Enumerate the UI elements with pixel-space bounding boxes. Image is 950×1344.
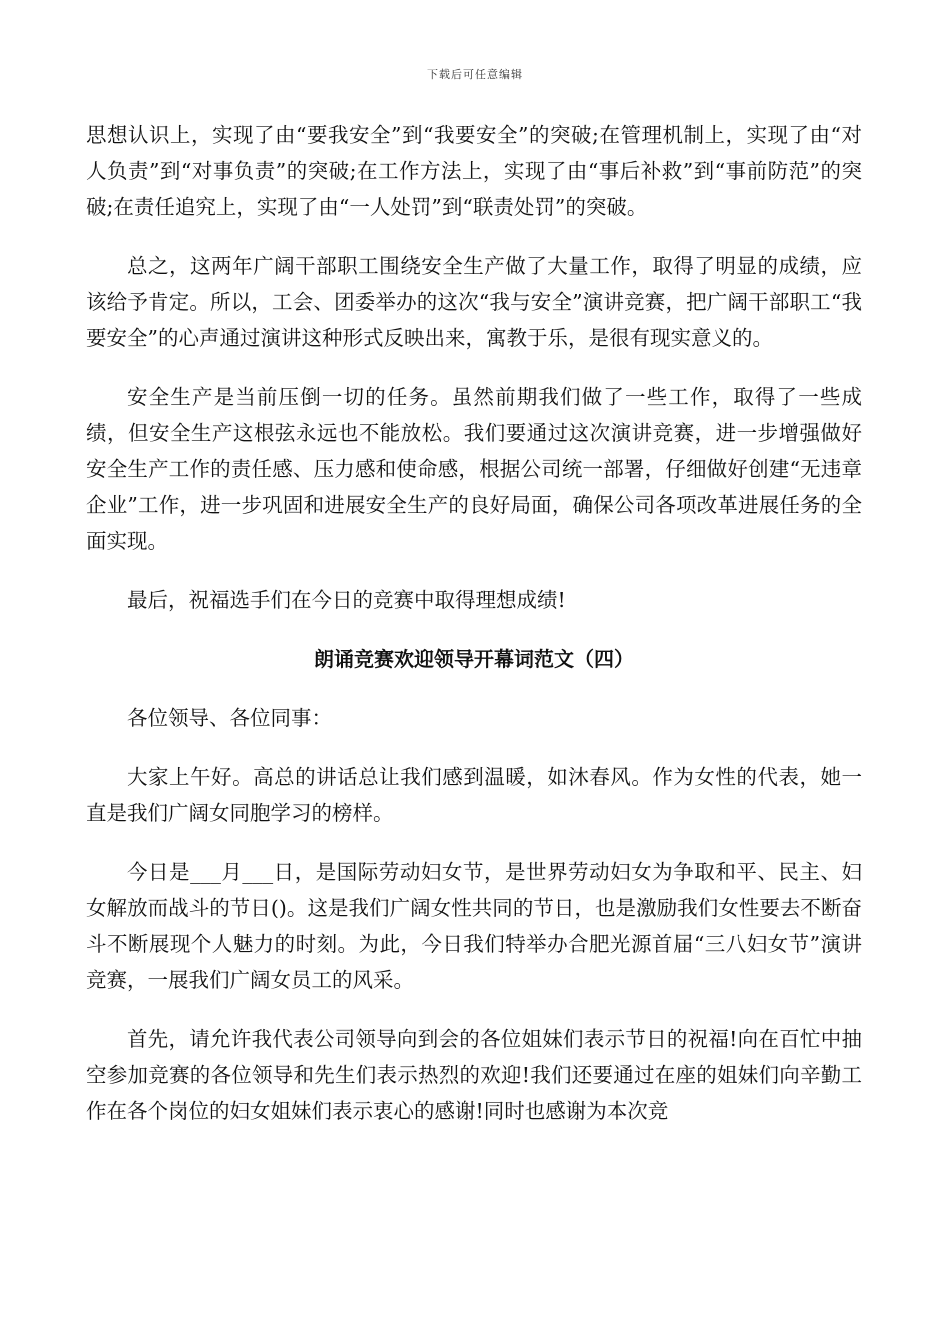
section-title: 朗诵竞赛欢迎领导开幕词范文（四） bbox=[314, 647, 634, 671]
paragraph-greeting: 大家上午好。高总的讲话总让我们感到温暖，如沐春风。作为女性的代表，她一直是我们广阔女同胞学习的榜样。 bbox=[86, 765, 862, 825]
document-body bbox=[86, 117, 862, 1152]
paragraph-summary: 总之，这两年广阔干部职工围绕安全生产做了大量工作，取得了明显的成绩，应该给予肯定。所以，工会、团委举办的这次“我与安全”演讲竞赛，把广阔干部职工“我要安全”的心声通过演讲这种形式反映出来，寓教于乐，是很有现实意义的。 bbox=[86, 254, 862, 350]
paragraph-safety: 安全生产是当前压倒一切的任务。虽然前期我们做了一些工作，取得了一些成绩，但安全生产这根弦永远也不能放松。我们要通过这次演讲竞赛，进一步增强做好安全生产工作的责任感、压力感和使命感，根据公司统一部署，仔细做好创建“无违章企业”工作，进一步巩固和进展安全生产的良好局面，确保公司各项改革进展任务的全面实现。 bbox=[86, 385, 862, 553]
paragraph-continuation: 思想认识上，实现了由“要我安全”到“我要安全”的突破;在管理机制上，实现了由“对人负责”到“对事负责”的突破;在工作方法上，实现了由“事后补救”到“事前防范”的突破;在责任追究上，实现了由“一人处罚”到“联责处罚”的突破。 bbox=[86, 123, 862, 219]
paragraph-closing-wish: 最后，祝福选手们在今日的竞赛中取得理想成绩! bbox=[127, 588, 566, 612]
paragraph-salutation: 各位领导、各位同事： bbox=[127, 706, 332, 730]
page-header: 下载后可任意编辑 bbox=[427, 68, 523, 81]
paragraph-thanks: 首先，请允许我代表公司领导向到会的各位姐妹们表示节日的祝福!向在百忙中抽空参加竞赛的各位领导和先生们表示热烈的欢迎!我们还要通过在座的姐妹们向辛勤工作在各个岗位的妇女姐妹们表示衷心的感谢!同时也感谢为本次竞 bbox=[86, 1027, 862, 1123]
paragraph-womens-day: 今日是___月___日，是国际劳动妇女节，是世界劳动妇女为争取和平、民主、妇女解放而战斗的节日()。这是我们广阔女性共同的节日，也是激励我们女性要去不断奋斗不断展现个人魅力的时刻。为此，今日我们特举办合肥光源首届“三八妇女节”演讲竞赛，一展我们广阔女员工的风采。 bbox=[86, 860, 862, 992]
